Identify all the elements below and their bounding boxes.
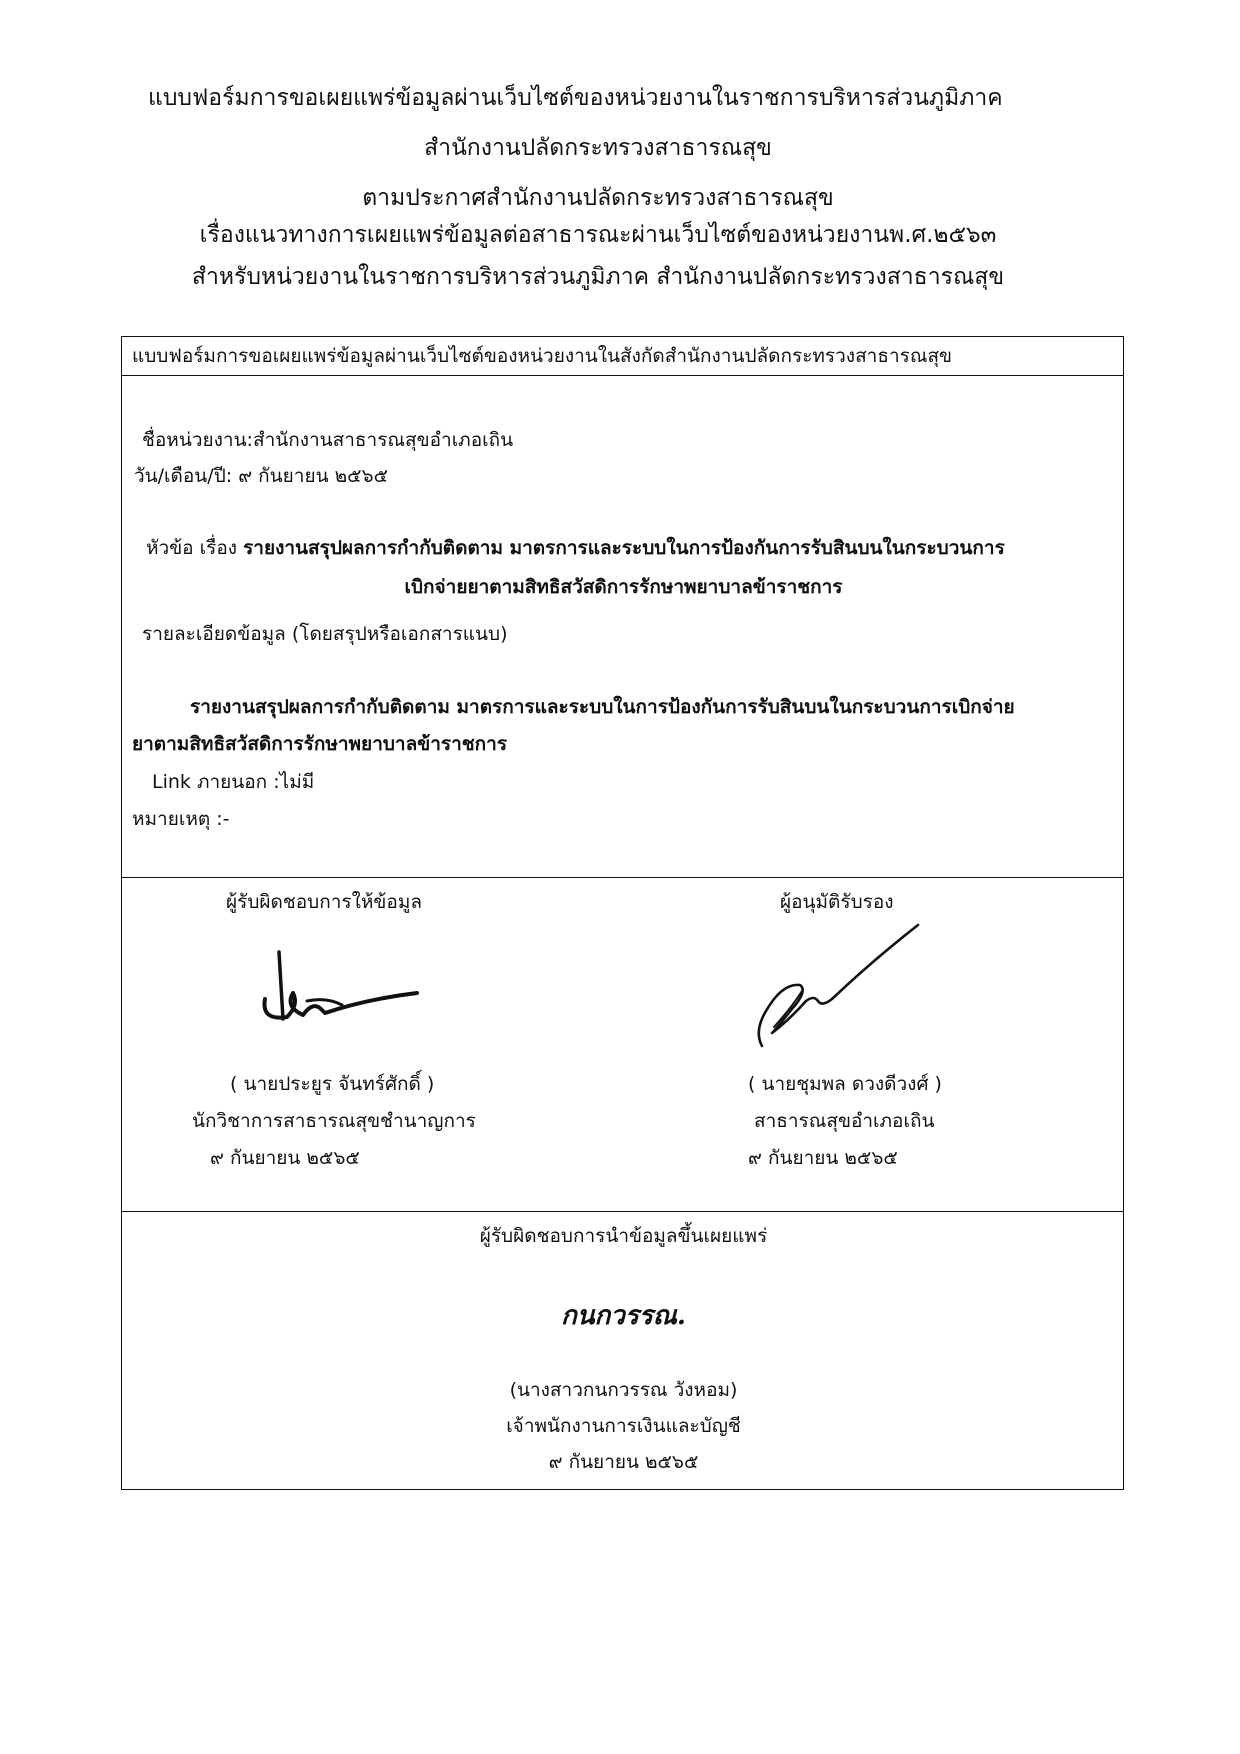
header-line-3: ตามประกาศสำนักงานปลัดกระทรวงสาธารณสุข bbox=[362, 185, 834, 211]
details-label: รายละเอียดข้อมูล (โดยสรุปหรือเอกสารแนบ) bbox=[142, 623, 508, 645]
publisher-signature: กนกวรรณ. bbox=[561, 1301, 686, 1331]
link-row bbox=[152, 769, 314, 795]
agency-label: ชื่อหน่วยงาน: bbox=[142, 429, 253, 451]
note-row bbox=[132, 806, 230, 832]
publisher-heading: ผู้รับผิดชอบการนำข้อมูลขึ้นเผยแพร่ bbox=[479, 1225, 768, 1247]
note-label: หมายเหตุ bbox=[132, 808, 211, 830]
divider-details bbox=[122, 877, 1123, 878]
approver-date: ๙ กันยายน ๒๕๖๕ bbox=[748, 1147, 898, 1169]
responsible-date: ๙ กันยายน ๒๕๖๕ bbox=[210, 1147, 360, 1169]
approver-name: ( นายชุมพล ดวงดีวงศ์ ) bbox=[748, 1073, 942, 1095]
agency-value: สำนักงานสาธารณสุขอำเภอเถิน bbox=[252, 429, 514, 451]
topic-line-1: รายงานสรุปผลการกำกับติดตาม มาตรการและระบบในการป้องกันการรับสินบนในกระบวนการ bbox=[243, 537, 1005, 559]
link-label: Link ภายนอก bbox=[152, 771, 268, 793]
topic-label: หัวข้อ เรื่อง bbox=[146, 537, 238, 559]
divider-signatures bbox=[122, 1211, 1123, 1212]
form-title: แบบฟอร์มการขอเผยแพร่ข้อมูลผ่านเว็บไซต์ของหน่วยงานในสังกัดสำนักงานปลัดกระทรวงสาธารณสุข bbox=[132, 345, 953, 367]
details-line-1: รายงานสรุปผลการกำกับติดตาม มาตรการและระบบในการป้องกันการรับสินบนในกระบวนการเบิกจ่าย bbox=[190, 696, 1015, 718]
publisher-position: เจ้าพนักงานการเงินและบัญชี bbox=[506, 1415, 741, 1437]
responsible-heading: ผู้รับผิดชอบการให้ข้อมูล bbox=[226, 891, 422, 913]
details-line-2: ยาตามสิทธิสวัสดิการรักษาพยาบาลข้าราชการ bbox=[132, 733, 508, 755]
responsible-position: นักวิชาการสาธารณสุขชำนาญการ bbox=[192, 1110, 476, 1132]
topic-row bbox=[146, 535, 1005, 561]
agency-row bbox=[142, 427, 513, 453]
date-label: วัน/เดือน/ปี: bbox=[134, 465, 233, 487]
link-value: :ไม่มี bbox=[273, 771, 315, 793]
header-line-1: แบบฟอร์มการขอเผยแพร่ข้อมูลผ่านเว็บไซต์ของหน่วยงานในราชการบริหารส่วนภูมิภาค bbox=[148, 85, 1003, 111]
divider-title bbox=[122, 375, 1123, 376]
publisher-date: ๙ กันยายน ๒๕๖๕ bbox=[548, 1451, 699, 1473]
approver-signature bbox=[752, 921, 922, 1051]
header-line-2: สำนักงานปลัดกระทรวงสาธารณสุข bbox=[424, 135, 772, 161]
note-value: :- bbox=[216, 808, 230, 830]
responsible-signature bbox=[247, 949, 427, 1034]
header-line-4: เรื่องแนวทางการเผยแพร่ข้อมูลต่อสาธารณะผ่านเว็บไซต์ของหน่วยงานพ.ศ.๒๕๖๓ bbox=[199, 222, 997, 248]
header-line-5: สำหรับหน่วยงานในราชการบริหารส่วนภูมิภาค สำนักงานปลัดกระทรวงสาธารณสุข bbox=[191, 264, 1005, 290]
date-row bbox=[134, 463, 388, 489]
responsible-name: ( นายประยูร จันทร์ศักดิ์ ) bbox=[230, 1073, 435, 1095]
date-value: ๙ กันยายน ๒๕๖๕ bbox=[238, 465, 388, 487]
form-box bbox=[121, 336, 1124, 1490]
approver-position: สาธารณสุขอำเภอเถิน bbox=[754, 1110, 935, 1132]
approver-heading: ผู้อนุมัติรับรอง bbox=[780, 891, 894, 913]
topic-line-2: เบิกจ่ายยาตามสิทธิสวัสดิการรักษาพยาบาลข้าราชการ bbox=[404, 576, 843, 598]
publisher-name: (นางสาวกนกวรรณ วังหอม) bbox=[509, 1379, 738, 1401]
